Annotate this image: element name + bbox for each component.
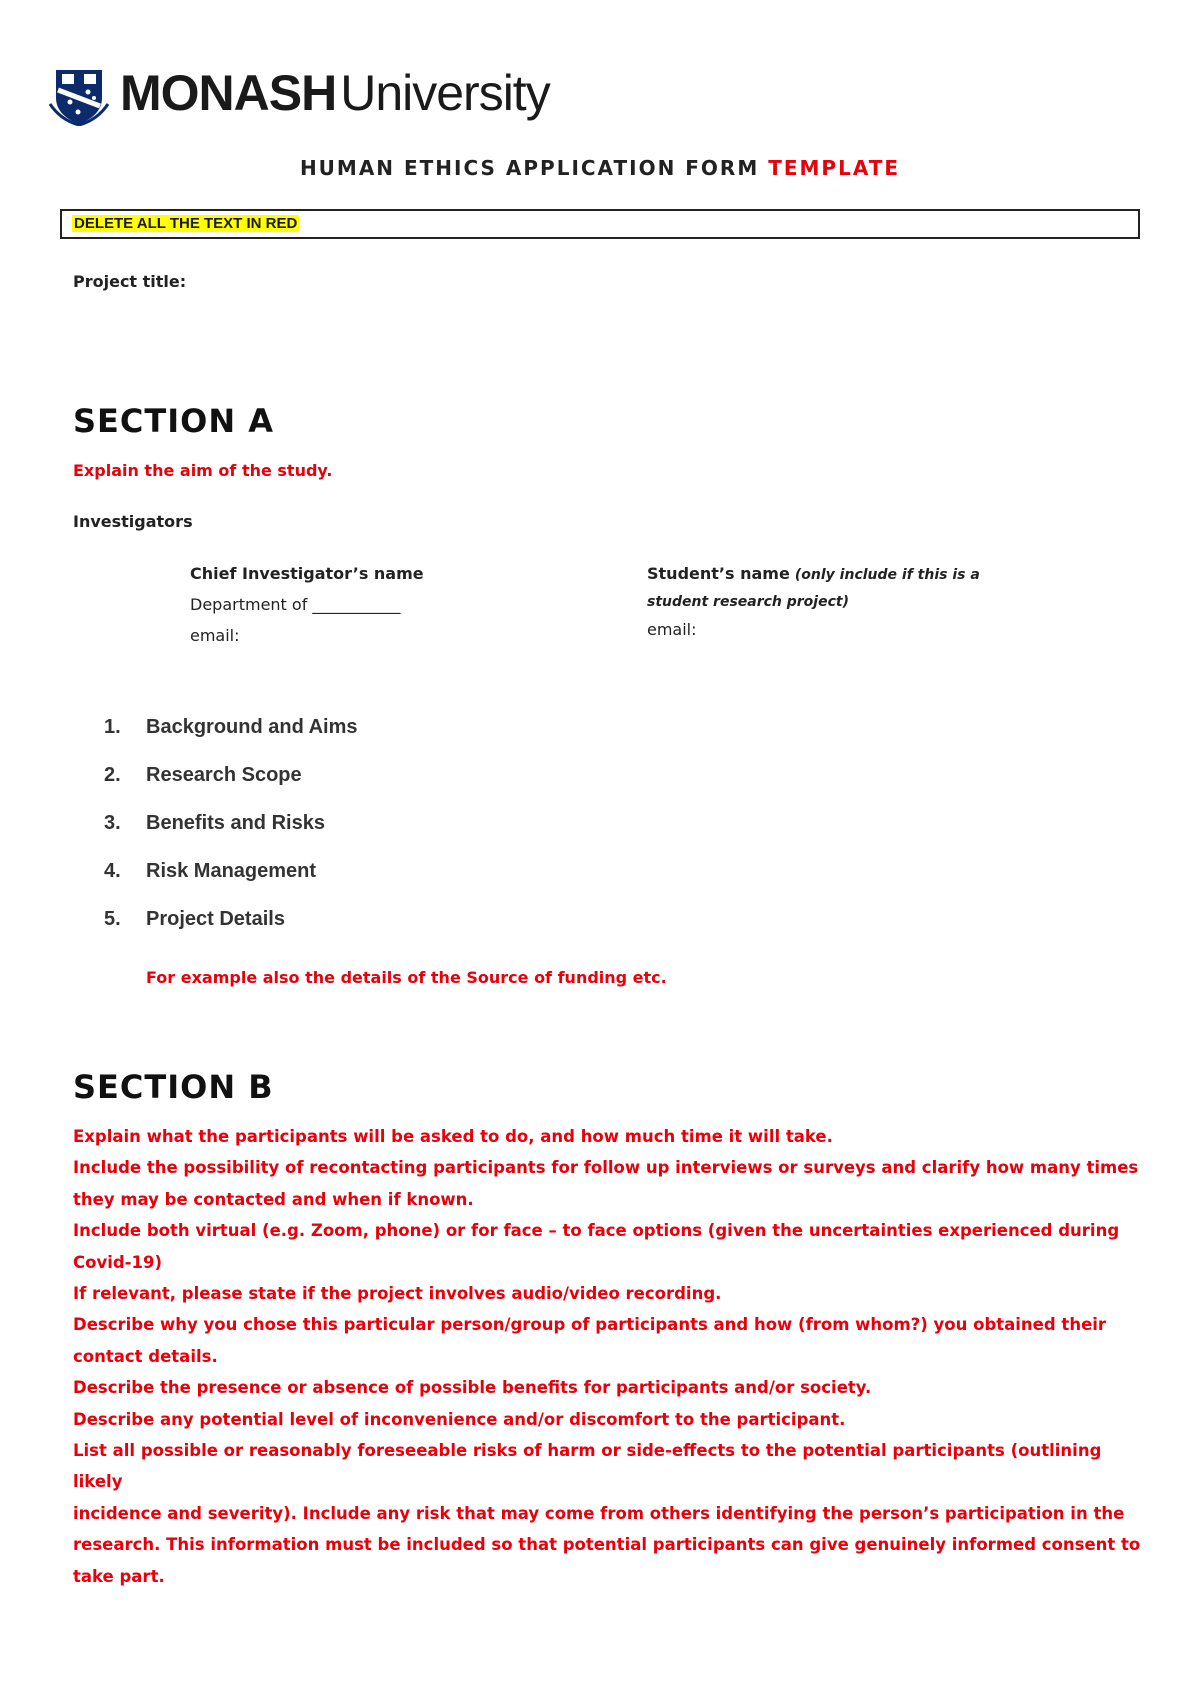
student-note-line1: (only include if this is a (794, 567, 980, 583)
instruction-line: Describe any potential level of inconvenience and/or discomfort to the participant. (73, 1409, 846, 1429)
delete-notice-box (60, 209, 1140, 239)
form-title-highlight: TEMPLATE (768, 156, 901, 180)
instruction-line: Explain what the participants will be asked to do, and how much time it will take. (73, 1127, 833, 1146)
wordmark-light: University (340, 65, 550, 121)
instruction-line: List all possible or reasonably foreseeable risks of harm or side-effects to the potential participants (outlining likely (73, 1441, 1102, 1492)
student-block (647, 558, 980, 647)
monash-crest-icon (48, 68, 110, 126)
investigators-label: Investigators (73, 512, 193, 531)
instruction-line: Include the possibility of recontacting participants for follow up interviews or surveys and clarify how many times (73, 1158, 1139, 1178)
section-b-instructions (73, 1121, 1153, 1592)
section-a-instruction: Explain the aim of the study. (73, 461, 333, 480)
instruction-line: Describe the presence or absence of possible benefits for participants and/or society. (73, 1378, 872, 1398)
student-note-line2: student research project) (647, 594, 849, 610)
instruction-line: research. This information must be included so that potential participants can give genuinely informed consent to (73, 1535, 1141, 1555)
monash-wordmark (120, 64, 550, 122)
list-item: 5. Project Details (104, 908, 285, 930)
instruction-line: contact details. (73, 1346, 218, 1366)
chief-email: email: (190, 626, 240, 645)
delete-notice-text: DELETE ALL THE TEXT IN RED (74, 215, 298, 232)
instruction-line: they may be contacted and when if known. (73, 1189, 474, 1209)
chief-investigator-block (190, 558, 424, 651)
chief-investigator-name: Chief Investigator’s name (190, 564, 424, 583)
list-item: 2. Research Scope (104, 764, 302, 786)
instruction-line: Describe why you chose this particular person/group of participants and how (from whom?) you obtained their (73, 1315, 1107, 1335)
chief-department: Department of ___________ (190, 595, 401, 614)
form-title-main: HUMAN ETHICS APPLICATION FORM (299, 156, 760, 180)
instruction-line: Covid-19) (73, 1252, 163, 1272)
student-email: email: (647, 620, 697, 639)
wordmark-bold: MONASH (120, 65, 337, 121)
section-a-heading: SECTION A (73, 402, 275, 440)
list-item: 4. Risk Management (104, 860, 317, 882)
list-item: 3. Benefits and Risks (104, 812, 325, 834)
form-title (0, 156, 1200, 180)
student-name-label: Student’s name (647, 564, 790, 583)
monash-logo (48, 65, 608, 128)
list-item: 1. Background and Aims (104, 716, 358, 738)
instruction-line: incidence and severity). Include any risk that may come from others identifying the person’s participation in the (73, 1503, 1125, 1523)
section-a-list (104, 716, 358, 956)
funding-example-note: For example also the details of the Source of funding etc. (146, 968, 667, 987)
instruction-line: take part. (73, 1566, 165, 1586)
section-b-heading: SECTION B (73, 1068, 274, 1106)
project-title-label: Project title: (73, 272, 187, 291)
instruction-line: Include both virtual (e.g. Zoom, phone) or for face – to face options (given the uncertainties experienced during (73, 1221, 1120, 1241)
instruction-line: If relevant, please state if the project involves audio/video recording. (73, 1284, 722, 1304)
